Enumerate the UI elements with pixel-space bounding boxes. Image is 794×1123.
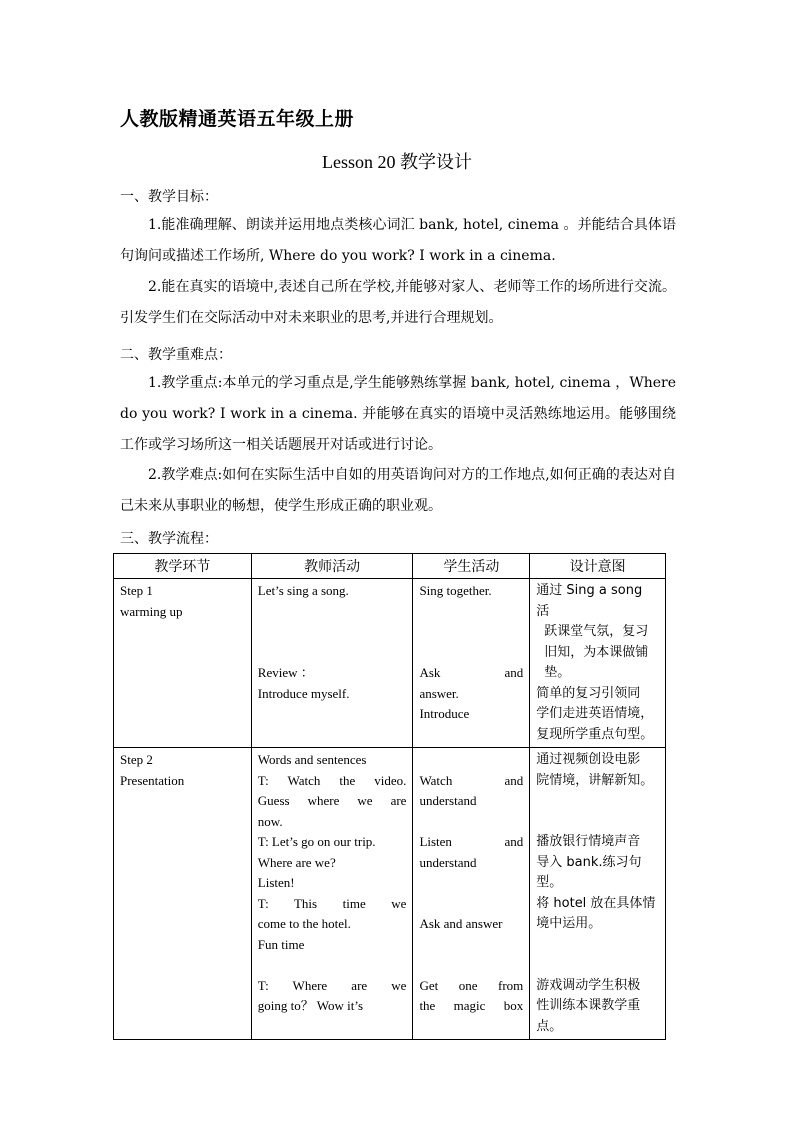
- teaching-process-table: [113, 553, 666, 1040]
- step-cell: Step 1 warming up: [114, 579, 252, 748]
- teacher-activity-cell: Words and sentences T: Watch the video. Guess where we are now. T: Let’s go on our trip. Where are we? Listen! T: This time we come to the hotel. Fun time T: Where are we going to？ Wow it’s: [251, 748, 413, 1040]
- key-point-paragraph: 1.教学重点:本单元的学习重点是,学生能够熟练掌握 bank, hotel, cinema ，Where do you work? I work in a cinema. 并能够在真实的语境中灵活熟练地运用。能够围绕工作或学习场所这一相关话题展开对话或进行讨论。: [120, 375, 676, 453]
- header-stage: 教学环节: [114, 554, 252, 579]
- section-heading-key-points: 二、教学重难点：: [120, 347, 232, 363]
- table-header-row: [114, 554, 666, 579]
- table-row: [114, 748, 666, 1040]
- objective-paragraph-1: 1.能准确理解、朗读并运用地点类核心词汇 bank, hotel, cinema 。并能结合具体语句询问或描述工作场所, Where do you work? I work in a cinema.: [120, 217, 676, 264]
- header-design-intent: 设计意图: [530, 554, 666, 579]
- student-activity-cell: Watch and understand Listen and understand Ask and answer Get one from the magic box: [413, 748, 530, 1040]
- teacher-activity-cell: Let’s sing a song. Review ： Introduce myself.: [251, 579, 413, 748]
- difficulty-paragraph: 2.教学难点:如何在实际生活中自如的用英语询问对方的工作地点,如何正确的表达对自己未来从事职业的畅想，使学生形成正确的职业观。: [120, 467, 676, 514]
- section-heading-objectives: 一、教学目标：: [120, 189, 218, 205]
- section-heading-process: 三、教学流程：: [120, 531, 218, 547]
- design-intent-cell: 通过视频创设电影 院情境，讲解新知。 播放银行情境声音 导入 bank.练习句型。 将 hotel 放在具体情 境中运用。 游戏调动学生积极 性训练本课教学重 点。: [530, 748, 666, 1040]
- design-intent-cell: 通过 Sing a song 活 跃课堂气氛，复习 旧知，为本课做铺 垫。 简单的复习引领同 学们走进英语情境， 复现所学重点句型。: [530, 579, 666, 748]
- student-activity-cell: Sing together. Ask and answer. Introduce: [413, 579, 530, 748]
- header-teacher-activity: 教师活动: [251, 554, 413, 579]
- document-title: 人教版精通英语五年级上册: [120, 108, 355, 130]
- table-row: [114, 579, 666, 748]
- header-student-activity: 学生活动: [413, 554, 530, 579]
- step-cell: Step 2 Presentation: [114, 748, 252, 1040]
- objective-paragraph-2: 2.能在真实的语境中,表述自己所在学校,并能够对家人、老师等工作的场所进行交流。引发学生们在交际活动中对未来职业的思考,并进行合理规划。: [120, 279, 676, 326]
- lesson-title: Lesson 20 教学设计: [322, 152, 472, 172]
